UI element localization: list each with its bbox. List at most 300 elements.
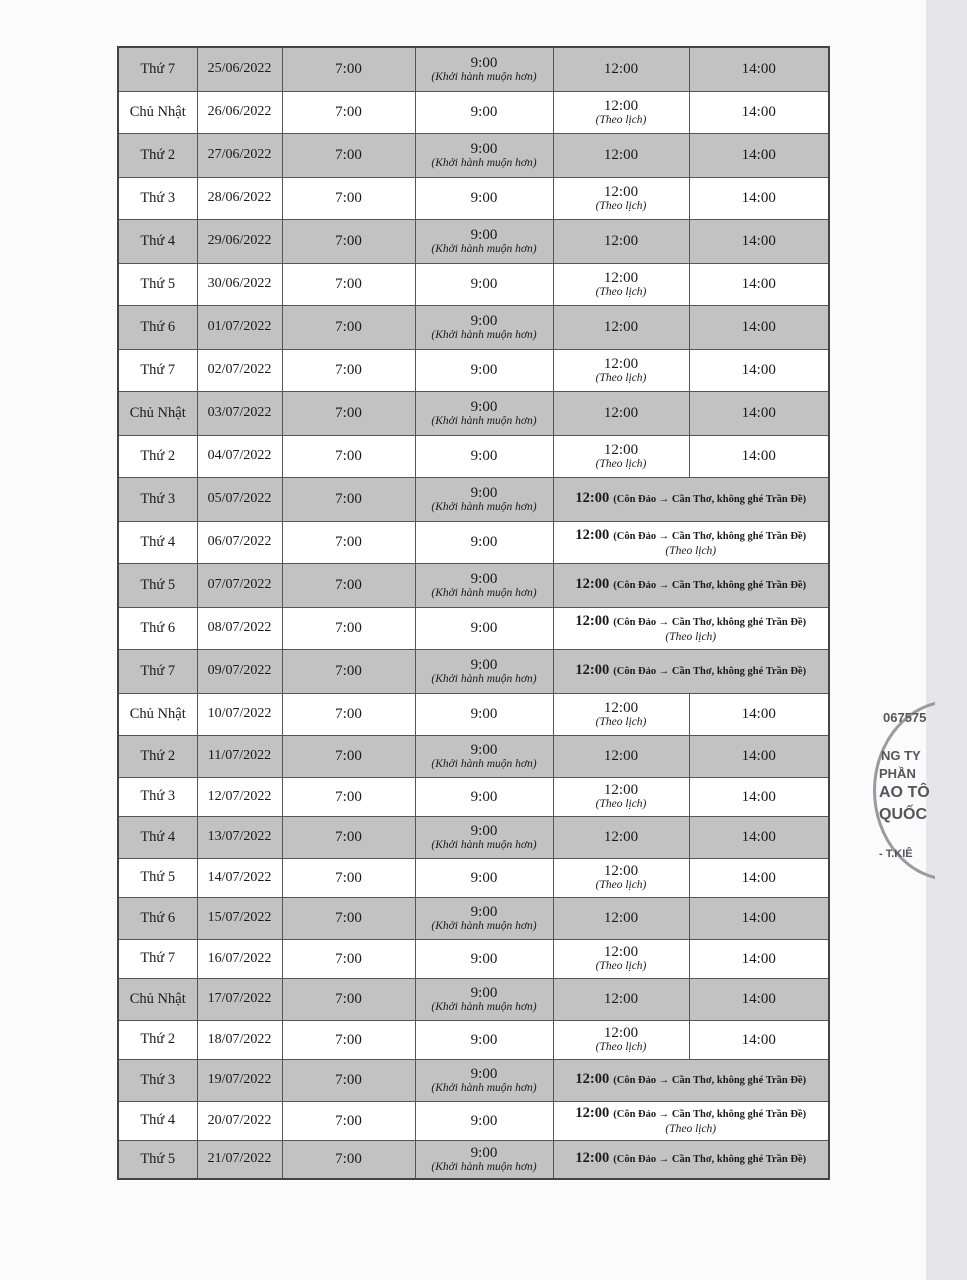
departure-7-cell [282,858,415,897]
time-7: 7:00 [335,706,362,722]
date-label: 13/07/2022 [207,829,272,844]
day-cell [118,735,197,777]
route-description: (Côn Đảo → Cần Thơ, không ghé Trần Đề) [613,580,807,591]
day-cell [118,391,197,435]
departure-9-cell [415,435,553,477]
time-7: 7:00 [335,577,362,593]
day-label: Thứ 2 [140,1031,176,1047]
day-cell [118,858,197,897]
departure-7-cell [282,649,415,693]
departure-14-cell [689,735,829,777]
schedule-note: (Theo lịch) [665,630,717,643]
departure-14-cell [689,978,829,1020]
route-description: (Côn Đảo → Cần Thơ, không ghé Trần Đề) [613,530,807,542]
date-label: 28/06/2022 [207,190,272,205]
departure-9-cell [415,563,553,607]
table-row [118,649,829,693]
date-cell [197,735,282,777]
time-7: 7:00 [335,829,362,845]
route-description: (Côn Đảo → Cần Thơ, không ghé Trần Đề) [613,494,807,505]
day-cell [118,777,197,816]
time-7: 7:00 [335,405,362,421]
time-7: 7:00 [335,910,362,926]
date-label: 16/07/2022 [207,950,272,966]
time-12: 12:00 [603,699,639,716]
late-departure-note: (Khởi hành muộn hơn) [431,328,537,341]
table-row [118,263,829,305]
page-edge [926,0,967,1280]
departure-9-cell [415,91,553,133]
time-9: 9:00 [470,656,498,673]
time-9: 9:00 [470,226,498,243]
date-cell [197,47,282,91]
date-label: 20/07/2022 [207,1112,272,1128]
departure-7-cell [282,133,415,177]
time-7: 7:00 [335,233,362,249]
time-12: 12:00 [603,748,639,764]
company-stamp [865,700,935,880]
time-9: 9:00 [470,312,498,329]
date-cell [197,1101,282,1140]
day-cell [118,91,197,133]
day-label: Thứ 3 [140,490,176,507]
time-9: 9:00 [470,398,498,415]
day-cell [118,47,197,91]
date-label: 12/07/2022 [207,788,272,804]
date-cell [197,133,282,177]
departure-9-cell [415,133,553,177]
date-cell [197,816,282,858]
route-cell [553,649,829,693]
schedule-note: (Theo lịch) [665,544,717,557]
departure-9-cell [415,219,553,263]
departure-7-cell [282,1140,415,1179]
departure-9-cell [415,816,553,858]
late-departure-note: (Khởi hành muộn hơn) [431,1081,537,1094]
time-9: 9:00 [470,1065,498,1082]
time-9: 9:00 [470,822,498,839]
route-line [554,1071,829,1089]
day-cell [118,177,197,219]
day-cell [118,897,197,939]
day-label: Chủ Nhật [129,705,186,722]
date-label: 04/07/2022 [207,448,272,463]
time-7: 7:00 [335,788,362,805]
date-cell [197,1059,282,1101]
departure-12-cell [553,858,689,897]
route-line [554,576,829,594]
departure-7-cell [282,1059,415,1101]
day-label: Thứ 4 [140,828,176,845]
departure-12-cell [553,391,689,435]
date-label: 02/07/2022 [207,362,272,377]
departure-7-cell [282,1020,415,1059]
departure-7-cell [282,219,415,263]
time-12: 12:00 [603,61,639,78]
time-9: 9:00 [470,903,498,920]
time-7: 7:00 [335,147,362,163]
day-cell [118,978,197,1020]
date-label: 01/07/2022 [207,319,272,334]
time-12: 12:00 [603,97,639,114]
departure-12-cell [553,435,689,477]
table-row [118,391,829,435]
table-row [118,858,829,897]
late-departure-note: (Khởi hành muộn hơn) [431,672,537,685]
time-14: 14:00 [741,991,776,1007]
time-7: 7:00 [335,748,362,764]
day-cell [118,1059,197,1101]
departure-7-cell [282,693,415,735]
day-label: Thứ 7 [140,950,176,966]
departure-7-cell [282,305,415,349]
route-line [554,490,829,508]
departure-14-cell [689,777,829,816]
date-cell [197,1020,282,1059]
day-cell [118,563,197,607]
table-row [118,219,829,263]
time-12: 12:00 [603,355,639,372]
time-7: 7:00 [335,1031,362,1048]
time-9: 9:00 [470,1112,498,1129]
day-cell [118,219,197,263]
time-7: 7:00 [335,869,362,886]
time-14: 14:00 [741,190,776,206]
departure-12-cell [553,816,689,858]
route-line [554,1150,829,1168]
day-label: Chủ Nhật [129,990,186,1007]
time-14: 14:00 [741,788,776,805]
time-7: 7:00 [335,534,362,550]
time-7: 7:00 [335,61,362,78]
time-9: 9:00 [470,620,498,636]
day-label: Thứ 5 [140,275,176,292]
time-14: 14:00 [741,869,776,886]
late-departure-note: (Khởi hành muộn hơn) [431,500,537,513]
date-cell [197,263,282,305]
day-label: Thứ 3 [140,1071,176,1088]
departure-7-cell [282,177,415,219]
departure-7-cell [282,607,415,649]
day-cell [118,816,197,858]
date-cell [197,521,282,563]
route-cell [553,563,829,607]
departure-12-cell [553,263,689,305]
date-cell [197,305,282,349]
time-14: 14:00 [741,706,776,722]
day-label: Thứ 4 [140,232,176,249]
day-label: Thứ 7 [140,60,176,77]
departure-9-cell [415,978,553,1020]
day-label: Chủ Nhật [129,404,186,421]
route-description: (Côn Đảo → Cần Thơ, không ghé Trần Đề) [613,666,807,677]
date-label: 09/07/2022 [207,663,272,678]
day-cell [118,693,197,735]
day-cell [118,349,197,391]
time-14: 14:00 [741,1031,776,1048]
departure-12-cell [553,777,689,816]
date-cell [197,219,282,263]
day-label: Thứ 4 [140,533,176,550]
schedule-note: (Theo lịch) [595,371,647,384]
time-14: 14:00 [741,61,776,78]
departure-9-cell [415,391,553,435]
date-cell [197,649,282,693]
route-cell [553,607,829,649]
departure-7-cell [282,47,415,91]
table-row [118,563,829,607]
day-label: Thứ 3 [140,189,176,206]
date-cell [197,978,282,1020]
departure-14-cell [689,1020,829,1059]
departure-9-cell [415,1101,553,1140]
departure-7-cell [282,735,415,777]
late-departure-note: (Khởi hành muộn hơn) [431,1160,537,1173]
table-row [118,693,829,735]
time-9: 9:00 [470,190,498,206]
departure-12-cell [553,305,689,349]
departure-12-cell [553,219,689,263]
departure-7-cell [282,777,415,816]
departure-9-cell [415,1140,553,1179]
late-departure-note: (Khởi hành muộn hơn) [431,1000,537,1013]
late-departure-note: (Khởi hành muộn hơn) [431,156,537,169]
time-12: 12:00 [603,782,639,798]
date-label: 18/07/2022 [207,1031,272,1047]
date-label: 30/06/2022 [207,276,272,291]
time-12: 12:00 [603,441,639,458]
departure-14-cell [689,897,829,939]
time-14: 14:00 [741,276,776,292]
date-cell [197,177,282,219]
date-cell [197,435,282,477]
route-line [554,1105,829,1123]
day-label: Thứ 6 [140,318,176,335]
departure-9-cell [415,607,553,649]
date-cell [197,1140,282,1179]
time-14: 14:00 [741,362,776,378]
day-cell [118,133,197,177]
day-label: Thứ 7 [140,662,176,679]
schedule-note: (Theo lịch) [595,457,647,470]
departure-12-cell [553,978,689,1020]
time-14: 14:00 [741,748,776,764]
date-label: 21/07/2022 [207,1151,272,1167]
departure-7-cell [282,939,415,978]
time-7: 7:00 [335,1151,362,1168]
date-label: 19/07/2022 [207,1072,272,1087]
day-cell [118,305,197,349]
route-time: 12:00 [575,490,610,506]
day-label: Thứ 6 [140,909,176,926]
departure-9-cell [415,1059,553,1101]
departure-14-cell [689,177,829,219]
departure-12-cell [553,735,689,777]
schedule-note: (Theo lịch) [595,113,647,126]
route-time: 12:00 [575,612,610,629]
departure-14-cell [689,263,829,305]
departure-9-cell [415,693,553,735]
departure-7-cell [282,563,415,607]
departure-7-cell [282,1101,415,1140]
date-label: 07/07/2022 [207,577,272,592]
time-7: 7:00 [335,362,362,378]
date-cell [197,391,282,435]
departure-14-cell [689,693,829,735]
late-departure-note: (Khởi hành muộn hơn) [431,757,537,770]
departure-9-cell [415,1020,553,1059]
day-label: Chủ Nhật [129,103,186,120]
date-cell [197,693,282,735]
schedule-note: (Theo lịch) [595,798,647,810]
route-cell [553,1101,829,1140]
time-12: 12:00 [603,1025,639,1041]
schedule-note: (Theo lịch) [595,199,647,212]
date-cell [197,563,282,607]
departure-12-cell [553,349,689,391]
departure-7-cell [282,477,415,521]
date-label: 17/07/2022 [207,991,272,1006]
time-12: 12:00 [603,863,639,879]
table-row [118,735,829,777]
time-9: 9:00 [470,1144,498,1161]
table-row [118,177,829,219]
date-label: 29/06/2022 [207,233,272,248]
time-12: 12:00 [603,405,639,421]
departure-14-cell [689,858,829,897]
date-label: 15/07/2022 [207,910,272,925]
stamp-text-1: 067575 [883,710,927,725]
departure-7-cell [282,263,415,305]
stamp-text-2: NG TY [881,748,921,763]
departure-9-cell [415,477,553,521]
time-7: 7:00 [335,448,362,464]
late-departure-note: (Khởi hành muộn hơn) [431,838,537,851]
schedule-note: (Theo lịch) [595,960,647,972]
departure-7-cell [282,897,415,939]
departure-9-cell [415,897,553,939]
route-time: 12:00 [575,1105,610,1121]
departure-9-cell [415,649,553,693]
table-row [118,305,829,349]
schedule-body [118,47,829,1179]
departure-7-cell [282,91,415,133]
date-label: 06/07/2022 [207,534,272,549]
day-label: Thứ 5 [140,1150,176,1167]
route-line [554,662,829,680]
route-time: 12:00 [575,662,610,678]
day-label: Thứ 3 [140,788,176,804]
schedule-note: (Theo lịch) [595,1041,647,1053]
departure-12-cell [553,693,689,735]
departure-12-cell [553,47,689,91]
departure-9-cell [415,735,553,777]
time-9: 9:00 [470,1031,498,1048]
stamp-text-4: AO TÔ [879,784,930,801]
time-14: 14:00 [741,319,776,335]
departure-12-cell [553,91,689,133]
time-14: 14:00 [741,950,776,967]
day-cell [118,263,197,305]
day-label: Thứ 5 [140,576,176,593]
date-cell [197,349,282,391]
time-9: 9:00 [470,788,498,805]
departure-7-cell [282,521,415,563]
table-row [118,1020,829,1059]
departure-14-cell [689,219,829,263]
departure-9-cell [415,177,553,219]
time-12: 12:00 [603,147,639,163]
day-cell [118,939,197,978]
time-9: 9:00 [470,706,498,722]
departure-7-cell [282,978,415,1020]
route-line [554,613,829,631]
departure-12-cell [553,1020,689,1059]
time-7: 7:00 [335,620,362,636]
table-row [118,939,829,978]
route-cell [553,521,829,563]
day-label: Thứ 2 [140,447,176,464]
time-9: 9:00 [470,54,498,71]
time-9: 9:00 [470,362,498,378]
stamp-text-3: PHẦN [879,766,916,781]
date-label: 25/06/2022 [207,61,272,77]
route-description: (Côn Đảo → Cần Thơ, không ghé Trần Đề) [613,616,807,628]
route-description: (Côn Đảo → Cần Thơ, không ghé Trần Đề) [613,1109,807,1120]
day-cell [118,435,197,477]
departure-14-cell [689,391,829,435]
table-row [118,133,829,177]
table-row [118,47,829,91]
time-12: 12:00 [603,269,639,286]
time-9: 9:00 [470,741,498,758]
day-cell [118,607,197,649]
departure-12-cell [553,133,689,177]
route-time: 12:00 [575,1150,610,1167]
schedule-note: (Theo lịch) [595,285,647,298]
route-description: (Côn Đảo → Cần Thơ, không ghé Trần Đề) [613,1154,807,1166]
table-row [118,521,829,563]
departure-12-cell [553,177,689,219]
table-row [118,435,829,477]
table-row [118,816,829,858]
schedule-note: (Theo lịch) [595,879,647,891]
route-time: 12:00 [575,576,610,592]
departure-14-cell [689,816,829,858]
date-cell [197,607,282,649]
time-14: 14:00 [741,147,776,163]
time-7: 7:00 [335,276,362,292]
departure-7-cell [282,391,415,435]
table-row [118,607,829,649]
table-row [118,978,829,1020]
date-cell [197,897,282,939]
table-row [118,91,829,133]
departure-7-cell [282,435,415,477]
time-12: 12:00 [603,319,639,335]
time-7: 7:00 [335,491,362,507]
table-row [118,777,829,816]
time-9: 9:00 [470,984,498,1001]
departure-7-cell [282,349,415,391]
route-description: (Côn Đảo → Cần Thơ, không ghé Trần Đề) [613,1075,807,1086]
time-9: 9:00 [470,869,498,886]
time-7: 7:00 [335,1112,362,1129]
time-9: 9:00 [470,104,498,120]
table-row [118,477,829,521]
date-label: 05/07/2022 [207,491,272,506]
departure-9-cell [415,349,553,391]
